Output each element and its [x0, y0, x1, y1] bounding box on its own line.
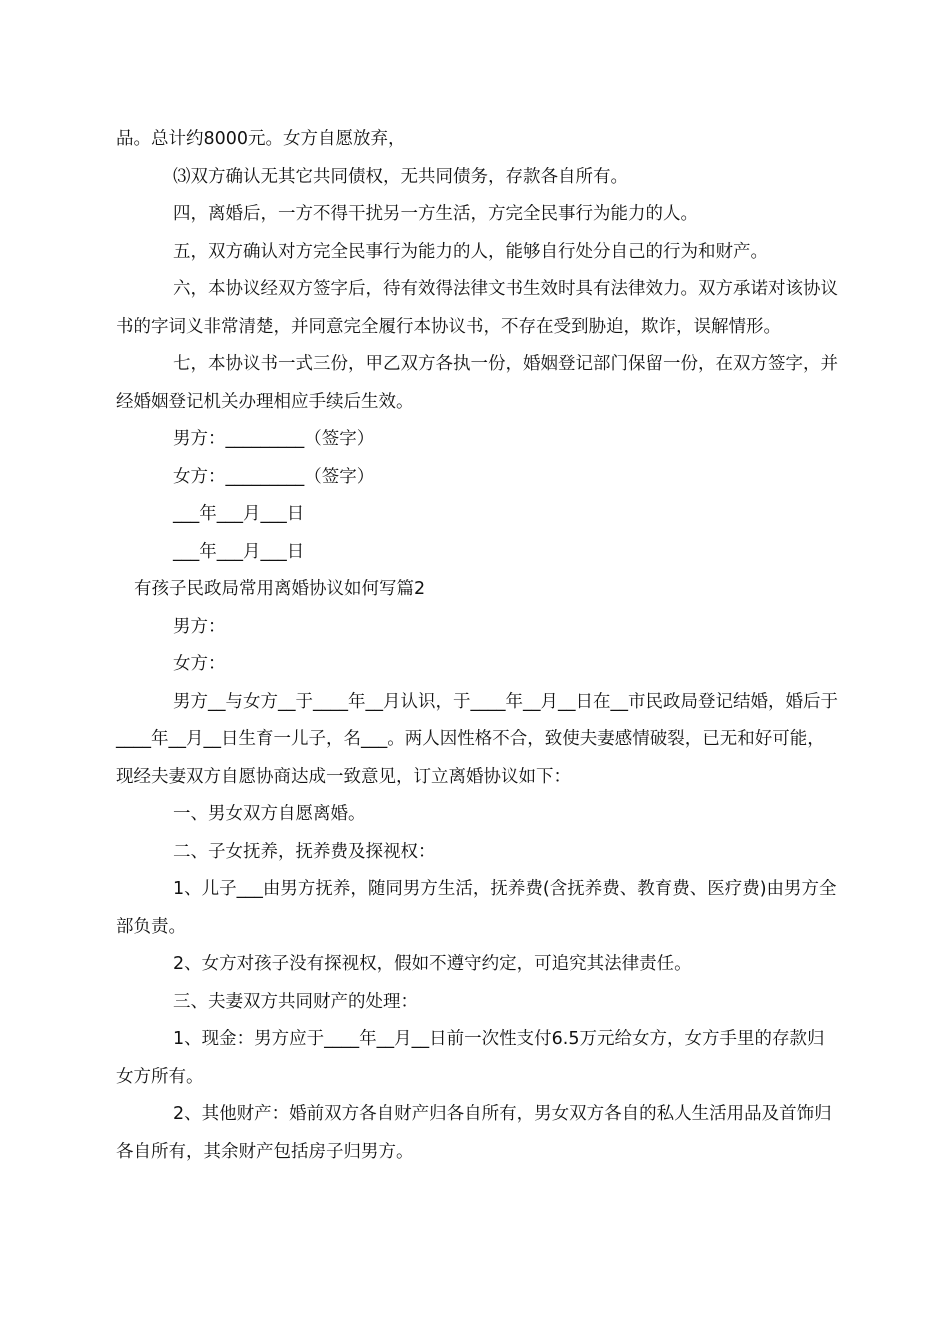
paragraph: 1、儿子___由男方抚养，随同男方生活，抚养费(含抚养费、教育费、医疗费)由男方全部负责。: [116, 879, 837, 937]
signature-line-male: 男方：_________（签字）: [173, 429, 375, 449]
paragraph: 男方__与女方__于____年__月认识，于____年__月__日在__市民政局登记结婚，婚后于____年__月__日生育一儿子，名___。两人因性格不合，致使夫妻感情破裂，已无和好可能，现经夫妻双方自愿协商达成一致意见，订立离婚协议如下：: [116, 691, 838, 787]
paragraph: 1、现金：男方应于____年__月__日前一次性支付6.5万元给女方，女方手里的存款归女方所有。: [116, 1029, 825, 1087]
party-female-label: 女方：: [173, 654, 226, 674]
party-male-label: 男方：: [173, 616, 226, 637]
paragraph: 三、夫妻双方共同财产的处理：: [173, 991, 418, 1012]
paragraph: 四，离婚后，一方不得干扰另一方生活，方完全民事行为能力的人。: [173, 204, 698, 224]
paragraph: 2、其他财产：婚前双方各自财产归各自所有，男女双方各自的私人生活用品及首饰归各自所有，其余财产包括房子归男方。: [116, 1104, 832, 1162]
paragraph: 品。总计约8000元。女方自愿放弃，: [116, 129, 406, 149]
document-body: [116, 121, 838, 1171]
paragraph: 五，双方确认对方完全民事行为能力的人，能够自行处分自己的行为和财产。: [173, 241, 768, 262]
signature-line-female: 女方：_________（签字）: [173, 466, 375, 487]
paragraph: ⑶双方确认无其它共同债权，无共同债务，存款各自所有。: [173, 166, 628, 187]
paragraph: 一、男女双方自愿离婚。: [173, 804, 366, 824]
date-line: ___年___月___日: [173, 541, 305, 562]
paragraph: 七，本协议书一式三份，甲乙双方各执一份，婚姻登记部门保留一份，在双方签字，并经婚姻登记机关办理相应手续后生效。: [116, 354, 838, 412]
date-line: ___年___月___日: [173, 504, 305, 524]
section-heading: 有孩子民政局常用离婚协议如何写篇2: [134, 579, 426, 599]
paragraph: 六，本协议经双方签字后，待有效得法律文书生效时具有法律效力。双方承诺对该协议书的字词义非常清楚，并同意完全履行本协议书，不存在受到胁迫，欺诈，误解情形。: [116, 279, 838, 337]
paragraph: 二、子女抚养，抚养费及探视权：: [173, 841, 436, 862]
paragraph: 2、女方对孩子没有探视权，假如不遵守约定，可追究其法律责任。: [173, 954, 692, 974]
